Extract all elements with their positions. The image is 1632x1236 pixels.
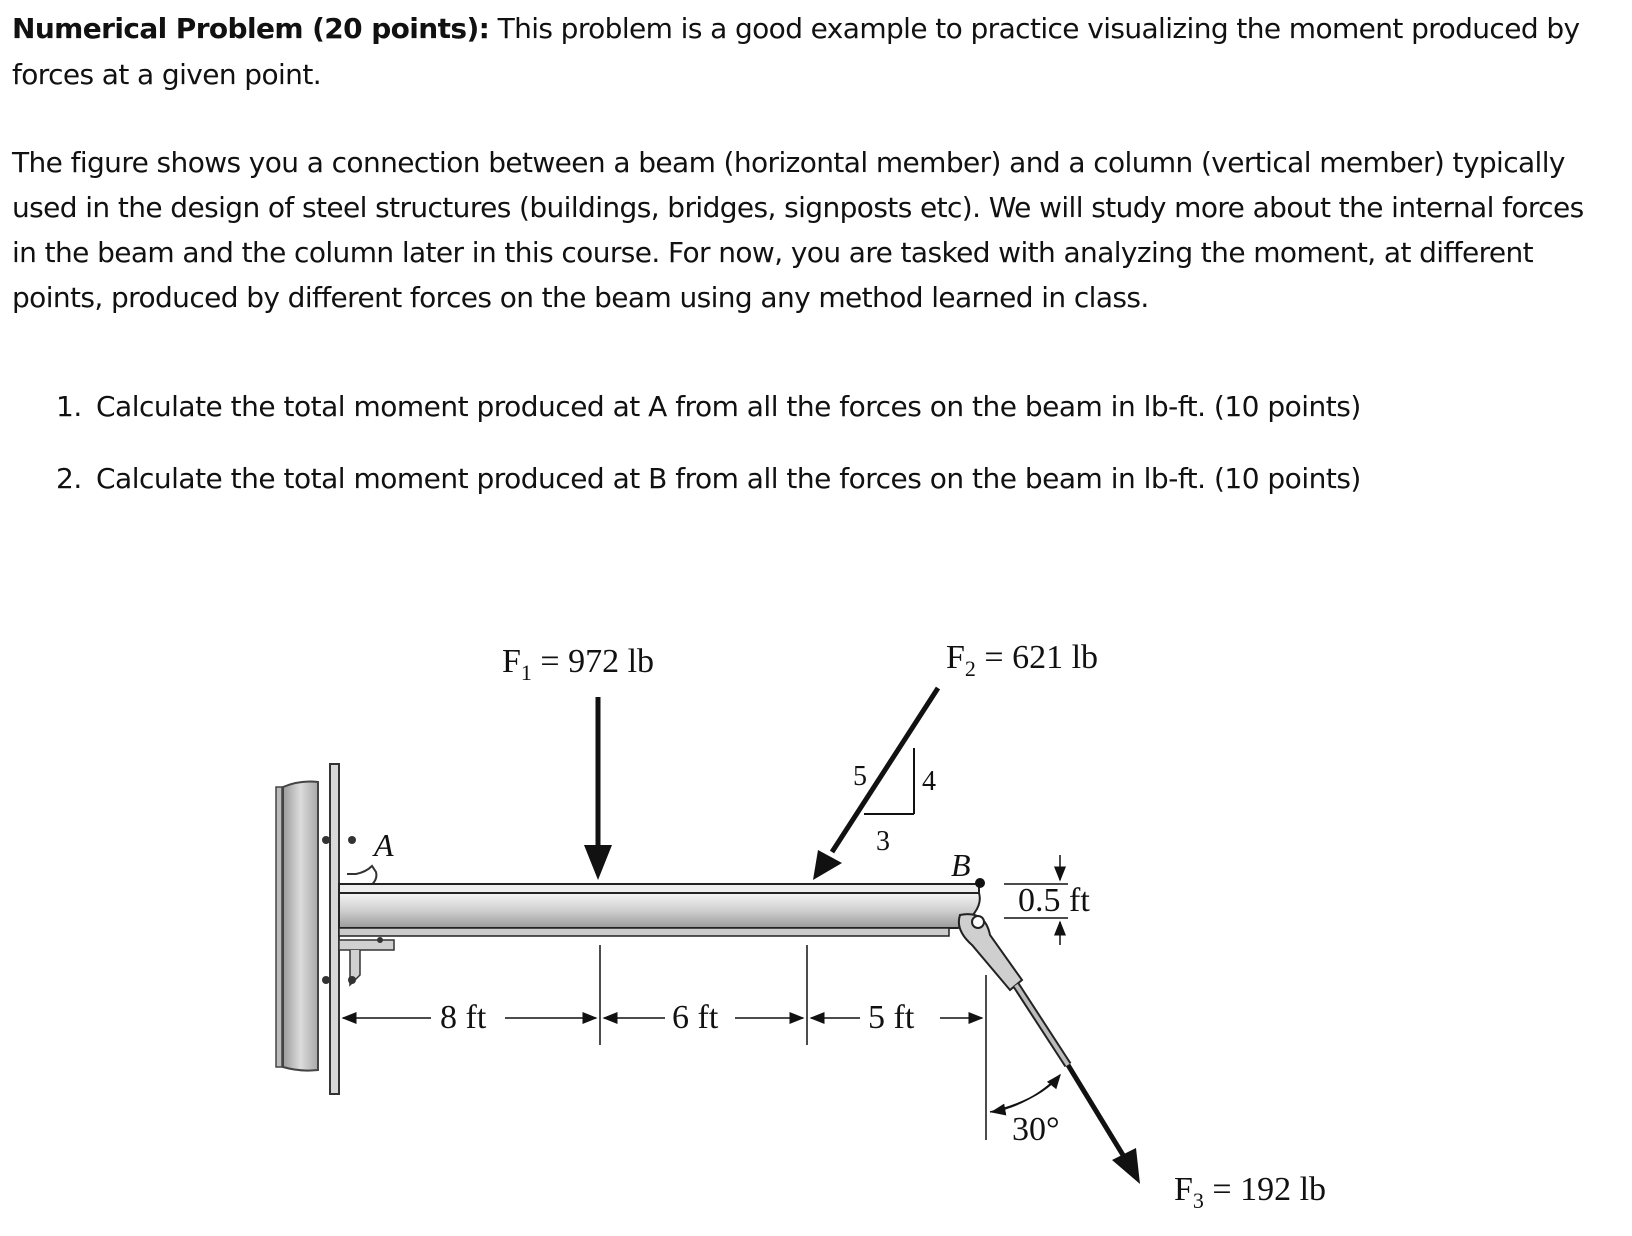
problem-intro-text: This problem is a good example to practice visualizing the moment produced by forces at a given point. bbox=[12, 12, 1580, 91]
dimension-6ft: 6 ft bbox=[672, 999, 719, 1036]
force-f2-value: = 621 lb bbox=[975, 639, 1099, 676]
slope-vertical-label: 4 bbox=[922, 766, 936, 797]
eye-rod bbox=[959, 914, 1068, 1065]
force-f3-label bbox=[1174, 1171, 1326, 1213]
force-f3-value: = 192 lb bbox=[1203, 1171, 1327, 1208]
force-f3-symbol: F bbox=[1174, 1171, 1193, 1208]
force-f2-label bbox=[946, 639, 1098, 681]
beam bbox=[339, 878, 985, 936]
force-f1-value: = 972 lb bbox=[531, 643, 655, 680]
column bbox=[276, 764, 339, 1094]
force-f2-subscript: 2 bbox=[964, 656, 976, 681]
force-f1-symbol: F bbox=[502, 643, 521, 680]
dimension-8ft: 8 ft bbox=[440, 999, 487, 1036]
force-f1-label bbox=[502, 643, 654, 685]
angle-label: 30° bbox=[1012, 1111, 1060, 1148]
offset-label: 0.5 ft bbox=[1018, 882, 1090, 919]
question-2-number: 2. bbox=[56, 462, 82, 495]
force-f3-subscript: 3 bbox=[1192, 1188, 1204, 1213]
problem-title: Numerical Problem (20 points): bbox=[12, 12, 490, 45]
force-f1-subscript: 1 bbox=[520, 660, 532, 685]
point-b-label: B bbox=[951, 847, 971, 883]
force-f2-symbol: F bbox=[946, 639, 965, 676]
slope-hypotenuse-label: 5 bbox=[853, 761, 867, 792]
question-1-text: Calculate the total moment produced at A from all the forces on the beam in lb-ft. (10 points) bbox=[96, 390, 1361, 423]
slope-horizontal-label: 3 bbox=[876, 826, 890, 857]
point-a-label: A bbox=[374, 827, 394, 863]
force-f1-arrow bbox=[584, 697, 612, 880]
question-1-number: 1. bbox=[56, 390, 82, 423]
question-2-text: Calculate the total moment produced at B from all the forces on the beam in lb-ft. (10 points) bbox=[96, 462, 1361, 495]
dimension-5ft: 5 ft bbox=[868, 999, 915, 1036]
problem-description: The figure shows you a connection between a beam (horizontal member) and a column (vertical member) typically used in the design of steel structures (buildings, bridges, signposts etc). We will study more about the internal forces in the beam and the column later in this course. For now, you are tasked with analyzing the moment, at different points, produced by different forces on the beam using any method learned in class. bbox=[12, 146, 1584, 314]
slope-triangle bbox=[864, 748, 914, 814]
force-f3-arrow bbox=[1068, 1065, 1140, 1184]
